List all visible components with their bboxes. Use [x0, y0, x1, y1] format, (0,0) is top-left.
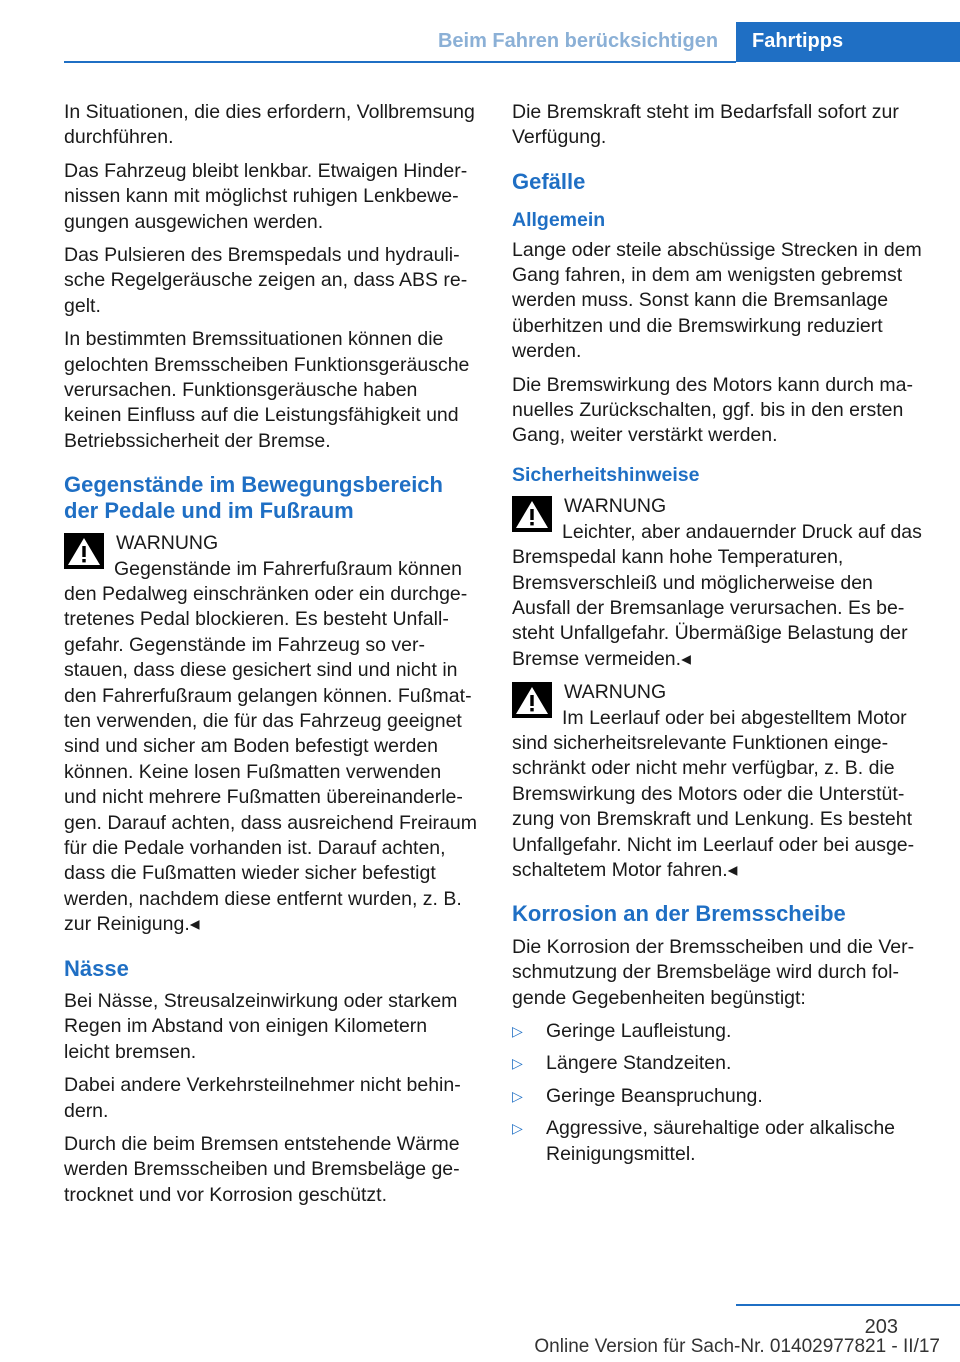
list-item — [512, 1051, 928, 1076]
list-item — [512, 1116, 928, 1167]
list-item-text: Geringe Laufleistung. — [546, 1020, 732, 1042]
warning-text: Gegenstände im Fahrerfußraum können den Pedalweg einschränken oder ein durchgetretenes Pedal blockieren. Es besteht Unfallgefahr. Gegenstände im Fahrzeug so verstauen, dass diese gesichert sind und nicht in den Fahrerfußraum gelangen können. Fußmatten verwenden, die für das Fahrzeug geeignet sind und sicher am Boden befestigt werden können. Keine losen Fußmatten verwenden und nicht mehrere Fußmatten übereinanderlegen. Darauf achten, dass ausreichend Freiraum für die Pedale vorhanden ist. Darauf achten, dass die Fußmatten wieder sicher befestigt werden, nachdem diese entfernt wurden, z. B. zur Reinigung.◂ — [64, 557, 477, 936]
bullet-triangle-icon: ▷ — [512, 1023, 523, 1039]
list-item — [512, 1084, 928, 1109]
right-column — [512, 100, 928, 1174]
warning-text: Im Leerlauf oder bei abgestelltem Motor sind sicherheitsrelevante Funktionen eingeschränkt oder nicht mehr verfügbar, z. B. die Bremswirkung des Motors oder die Unterstützung von Bremskraft und Lenkung. Es besteht Unfallgefahr. Nicht im Leerlauf oder bei ausgeschaltetem Motor fahren.◂ — [512, 706, 915, 881]
bullet-triangle-icon: ▷ — [512, 1087, 523, 1104]
paragraph: Lange oder steile abschüssige Strecken in dem Gang fahren, in dem am wenigsten gebremst werden muss. Sonst kann die Bremsanlage überhitzen und die Bremswirkung reduziert werden. — [512, 238, 922, 363]
warning-triangle-icon — [512, 496, 552, 532]
paragraph: Durch die beim Bremsen entstehende Wärme werden Bremsscheiben und Bremsbeläge getrocknet und vor Korrosion geschützt. — [64, 1133, 460, 1206]
list-item-text: Längere Standzeiten. — [546, 1052, 732, 1075]
paragraph: In Situationen, die dies erfordern, Vollbremsung durchführen. — [64, 101, 475, 149]
paragraph: Die Korrosion der Bremsscheiben und die Verschmutzung der Bremsbeläge wird durch folgende Gegebenheiten begünstigt: — [512, 935, 915, 1009]
section-heading-wet: Nässe — [64, 955, 129, 981]
paragraph: Das Fahrzeug bleibt lenkbar. Etwaigen Hindernissen kann mit möglichst ruhigen Lenkbewegungen ausgewichen werden. — [64, 159, 468, 233]
bullet-list — [512, 1019, 928, 1167]
page-number: 203 — [864, 1316, 898, 1338]
paragraph: Das Pulsieren des Bremspedals und hydraulische Regelgeräusche zeigen an, dass ABS regelt. — [64, 244, 468, 317]
warning-triangle-icon — [64, 533, 104, 569]
header-rule — [64, 61, 736, 63]
paragraph: Dabei andere Verkehrsteilnehmer nicht behindern. — [64, 1074, 461, 1122]
list-item-text: Aggressive, säurehaltige oder alkalische Reinigungsmittel. — [546, 1117, 896, 1165]
header-section-title: Beim Fahren berücksichtigen — [437, 30, 719, 52]
warning-title: WARNUNG — [116, 532, 219, 555]
left-column — [64, 100, 478, 1216]
warning-block — [64, 531, 478, 938]
paragraph: Die Bremskraft steht im Bedarfsfall sofort zur Verfügung. — [512, 101, 899, 149]
list-item — [512, 1019, 928, 1044]
section-heading-objects: Gegenstände im Bewegungsbereich der Pedale und im Fußraum — [64, 472, 443, 523]
subheading-safety: Sicherheitshinweise — [512, 463, 700, 486]
list-item-text: Geringe Beanspruchung. — [546, 1084, 763, 1107]
section-heading-corrosion: Korrosion an der Bremsscheibe — [512, 901, 846, 927]
paragraph: Bei Nässe, Streusalzeinwirkung oder starkem Regen im Abstand von einigen Kilometern leicht bremsen. — [64, 990, 458, 1063]
warning-text: Leichter, aber andauernder Druck auf das Bremspedal kann hohe Temperaturen, Bremsverschleiß und möglicherweise den Ausfall der Bremsanlage verursachen. Es besteht Unfallgefahr. Übermäßige Belastung der Bremse vermeiden.◂ — [512, 520, 922, 670]
bullet-triangle-icon: ▷ — [512, 1120, 523, 1137]
subheading-general: Allgemein — [512, 209, 606, 232]
warning-block — [512, 494, 928, 672]
section-heading-slope: Gefälle — [512, 168, 586, 194]
paragraph: In bestimmten Bremssituationen können die gelochten Bremsscheiben Funktionsgeräusche verursachen. Funktionsgeräusche haben keinen Einfluss auf die Leistungsfähigkeit und Betriebssicherheit der Bremse. — [64, 328, 470, 452]
warning-title: WARNUNG — [564, 681, 667, 704]
page-header — [0, 0, 960, 62]
warning-triangle-icon — [512, 682, 552, 718]
header-chapter-tab: Fahrtipps — [736, 22, 960, 62]
bullet-triangle-icon: ▷ — [512, 1055, 523, 1072]
paragraph: Die Bremswirkung des Motors kann durch manuelles Zurückschalten, ggf. bis in den ersten Gang, weiter verstärkt werden. — [512, 373, 913, 447]
warning-block — [512, 680, 928, 883]
footer-online-version: Online Version für Sach-Nr. 01402977821 - II/17 — [534, 1336, 940, 1357]
warning-title: WARNUNG — [564, 495, 667, 518]
footer-rule — [736, 1304, 960, 1306]
